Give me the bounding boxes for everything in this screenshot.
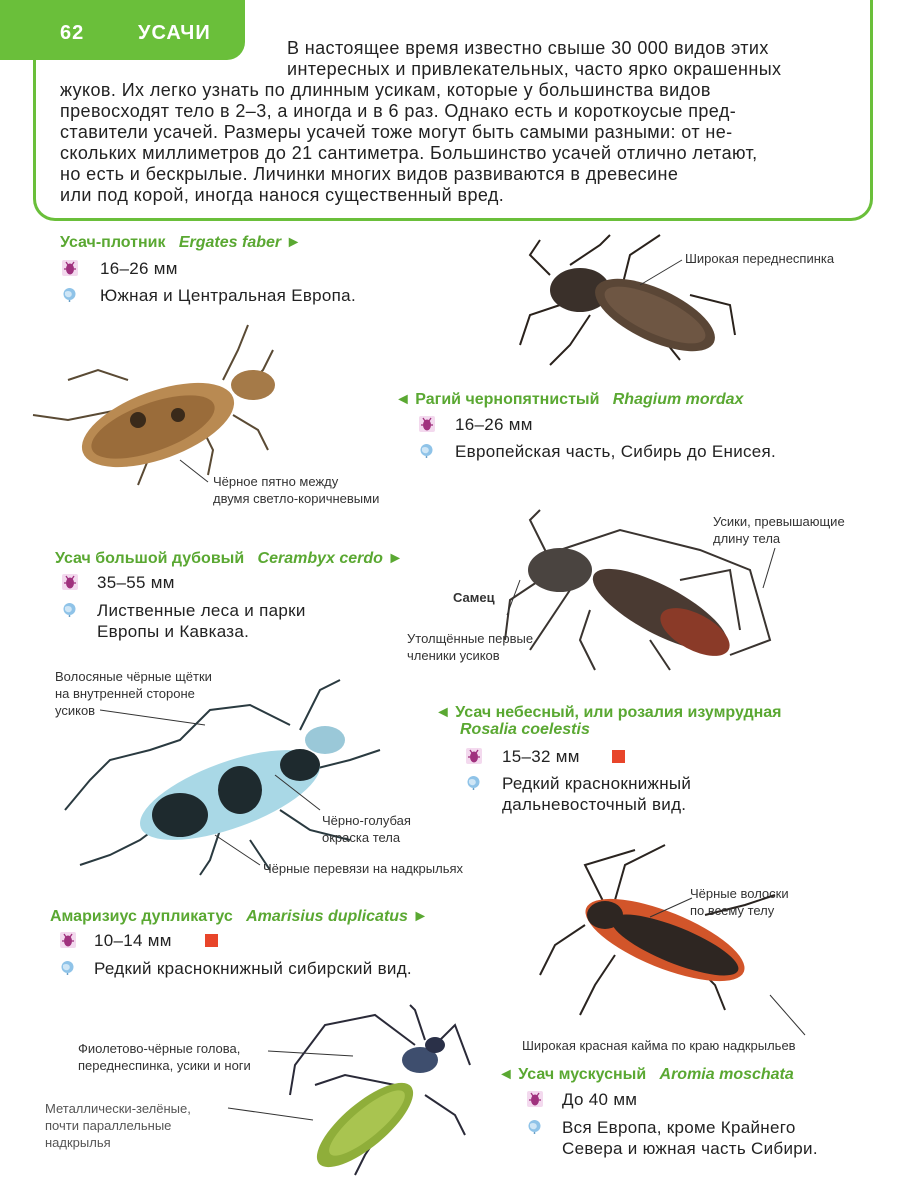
species-range: Южная и Центральная Европа. [100, 286, 356, 305]
annotation-red-border: Широкая красная кайма по краю надкрыльев [522, 1038, 796, 1053]
annotation-metallic-green: Металлически-зелёные, почти параллельные надкрылья [45, 1101, 191, 1150]
intro-line: или под корой, иногда нанося существенный вред. [60, 185, 505, 205]
page-number: 62 [60, 22, 85, 44]
beetle-size-icon [62, 574, 78, 590]
species-range-line: Редкий краснокнижный [502, 774, 692, 793]
arrow-right-icon: ► [412, 908, 429, 925]
species-range: Редкий краснокнижный сибирский вид. [94, 959, 412, 978]
species-name: Усач-плотник [60, 234, 166, 251]
intro-line: жуков. Их легко узнать по длинным усикам, которые у большинства видов [60, 80, 711, 100]
species-size: 16–26 мм [100, 259, 178, 278]
species-name: Рагий чернопятнистый [415, 391, 600, 408]
species-range-line: дальневосточный вид. [502, 795, 687, 814]
section-title: УСАЧИ [138, 22, 211, 44]
globe-range-icon [62, 602, 77, 617]
leader-line [650, 895, 695, 920]
annotation-thick-segments: Утолщённые первые членики усиков [407, 631, 534, 663]
species-name: Усач мускусный [518, 1066, 647, 1083]
globe-range-icon [419, 443, 434, 458]
species-latin: Amarisius duplicatus [246, 908, 408, 925]
species-title-ergates [60, 234, 301, 252]
intro-line: превосходят тело в 2–3, а иногда и в 6 раз. Однако есть и короткоусые пред- [60, 101, 737, 121]
species-size: 35–55 мм [97, 573, 175, 592]
globe-range-icon [466, 775, 481, 790]
red-book-icon [205, 934, 218, 947]
annotation-antennae-longer: Усики, превышающие длину тела [713, 514, 845, 546]
species-title-cerambyx [55, 550, 403, 568]
arrow-right-icon: ► [285, 234, 302, 251]
species-size: 16–26 мм [455, 415, 533, 434]
intro-line: но есть и бескрылые. Личинки многих видов развиваются в древесине [60, 164, 679, 184]
annotation-black-spot: Чёрное пятно между двумя светло-коричневыми [213, 474, 380, 506]
species-size: 10–14 мм [94, 931, 172, 950]
beetle-size-icon [419, 416, 435, 432]
species-size: До 40 мм [562, 1090, 638, 1109]
species-latin-rosalia: Rosalia coelestis [460, 721, 590, 738]
beetle-size-icon [466, 748, 482, 764]
species-range-line: Вся Европа, кроме Крайнего [562, 1118, 796, 1137]
species-title-rosalia [435, 704, 782, 722]
species-latin: Aromia moschata [659, 1066, 794, 1083]
annotation-violet-head: Фиолетово-чёрные голова, переднеспинка, усики и ноги [78, 1041, 251, 1073]
leader-line [770, 995, 810, 1040]
annotation-black-blue: Чёрно-голубая окраска тела [322, 813, 411, 845]
aromia-beetle-illustration [285, 1005, 475, 1180]
leader-line [215, 835, 265, 870]
red-book-icon [612, 750, 625, 763]
species-title-aromia [498, 1066, 794, 1084]
species-name: Усач небесный, или розалия изумрудная [455, 704, 782, 721]
leader-line [180, 460, 210, 490]
arrow-left-icon: ◄ [498, 1066, 514, 1083]
globe-range-icon [62, 287, 77, 302]
leader-line [640, 250, 690, 290]
intro-line: интересных и привлекательных, часто ярко окрашенных [287, 59, 782, 79]
globe-range-icon [527, 1119, 542, 1134]
beetle-size-icon [527, 1091, 543, 1107]
annotation-male: Самец [453, 590, 495, 605]
annotation-wide-pronotum: Широкая переднеспинка [685, 251, 835, 266]
intro-line: скольких миллиметров до 21 сантиметра. Большинство усачей отлично летают, [60, 143, 758, 163]
species-range: Европейская часть, Сибирь до Енисея. [455, 442, 777, 461]
leader-line [505, 580, 525, 620]
annotation-black-bands: Чёрные перевязи на надкрыльях [263, 861, 464, 876]
arrow-left-icon: ◄ [435, 704, 451, 721]
annotation-hair-brushes: Волосяные чёрные щётки на внутренней стороне усиков [55, 669, 212, 718]
species-range-line: Лиственные леса и парки [97, 601, 306, 620]
species-latin: Cerambyx cerdo [257, 550, 383, 567]
species-name: Амаризиус дупликатус [50, 908, 233, 925]
beetle-size-icon [60, 932, 76, 948]
species-range-line: Севера и южная часть Сибири. [562, 1139, 818, 1158]
globe-range-icon [60, 960, 75, 975]
intro-line: ставители усачей. Размеры усачей тоже могут быть самыми разными: от не- [60, 122, 733, 142]
species-latin: Rhagium mordax [612, 391, 744, 408]
arrow-left-icon: ◄ [395, 391, 411, 408]
leader-line [275, 775, 325, 815]
species-name: Усач большой дубовый [55, 550, 245, 567]
species-title-rhagium [395, 391, 743, 409]
species-title-amarisius [50, 908, 428, 926]
amarisius-beetle-illustration [525, 845, 785, 1020]
beetle-size-icon [62, 260, 78, 276]
species-latin: Ergates faber [178, 234, 282, 251]
rhagium-beetle-illustration [28, 320, 278, 490]
species-size: 15–32 мм [502, 747, 580, 766]
intro-line: В настоящее время известно свыше 30 000 видов этих [287, 38, 769, 58]
arrow-right-icon: ► [387, 550, 404, 567]
annotation-black-hairs: Чёрные волоски по всему телу [690, 886, 789, 918]
species-range-line: Европы и Кавказа. [97, 622, 250, 641]
leader-line [760, 548, 780, 593]
